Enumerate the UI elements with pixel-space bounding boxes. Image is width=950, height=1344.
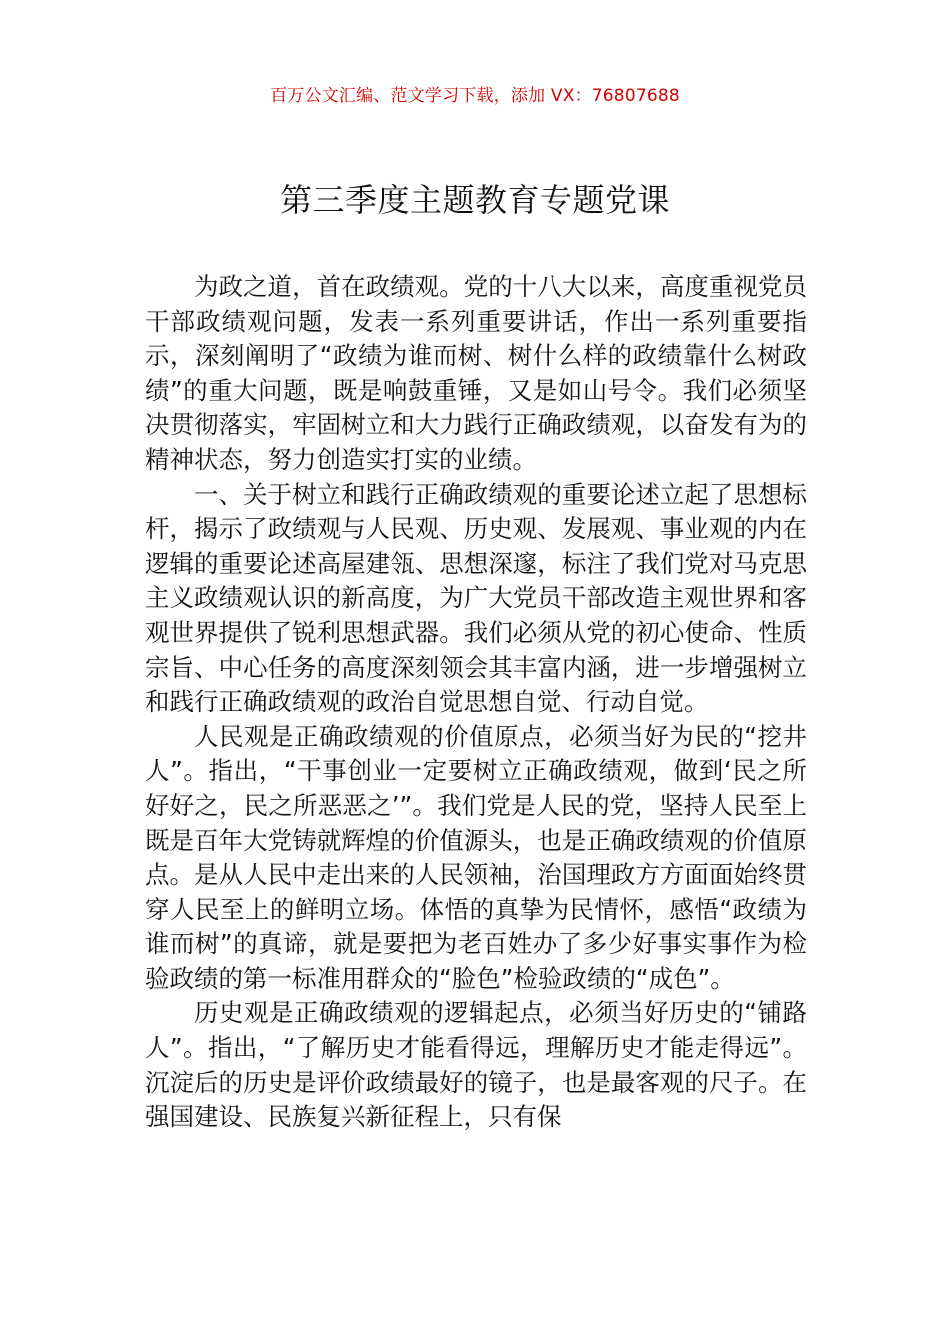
document-body — [145, 270, 807, 1135]
header-note: 百万公文汇编、范文学习下载，添加 VX：76807688 — [270, 86, 680, 106]
document-title: 第三季度主题教育专题党课 — [279, 181, 670, 219]
paragraph-section-one: 一、关于树立和践行正确政绩观的重要论述立起了思想标杆，揭示了政绩观与人民观、历史观、发展观、事业观的内在逻辑的重要论述高屋建瓴、思想深邃，标注了我们党对马克思主义政绩观认识的新高度，为广大党员干部改造主观世界和客观世界提供了锐利思想武器。我们必须从党的初心使命、性质宗旨、中心任务的高度深刻领会其丰富内涵，进一步增强树立和践行正确政绩观的政治自觉思想自觉、行动自觉。 — [145, 479, 807, 717]
paragraph-people-view: 人民观是正确政绩观的价值原点，必须当好为民的“挖井人”。指出，“干事创业一定要树立正确政绩观，做到‘民之所好好之，民之所恶恶之’”。我们党是人民的党，坚持人民至上既是百年大党铸就辉煌的价值源头，也是正确政绩观的价值原点。是从人民中走出来的人民领袖，治国理政方方面面始终贯穿人民至上的鲜明立场。体悟的真挚为民情怀，感悟“政绩为谁而树”的真谛，就是要把为老百姓办了多少好事实事作为检验政绩的第一标准用群众的“脸色”检验政绩的“成色”。 — [145, 721, 807, 993]
paragraph-intro: 为政之道，首在政绩观。党的十八大以来，高度重视党员干部政绩观问题，发表一系列重要讲话，作出一系列重要指示，深刻阐明了“政绩为谁而树、树什么样的政绩靠什么树政绩”的重大问题，既是响鼓重锤，又是如山号令。我们必须坚决贯彻落实，牢固树立和大力践行正确政绩观，以奋发有为的精神状态，努力创造实打实的业绩。 — [145, 272, 807, 474]
paragraph-history-view: 历史观是正确政绩观的逻辑起点，必须当好历史的“铺路人”。指出，“了解历史才能看得远，理解历史才能走得远”。沉淀后的历史是评价政绩最好的镜子，也是最客观的尺子。在强国建设、民族复兴新征程上，只有保 — [145, 998, 807, 1132]
